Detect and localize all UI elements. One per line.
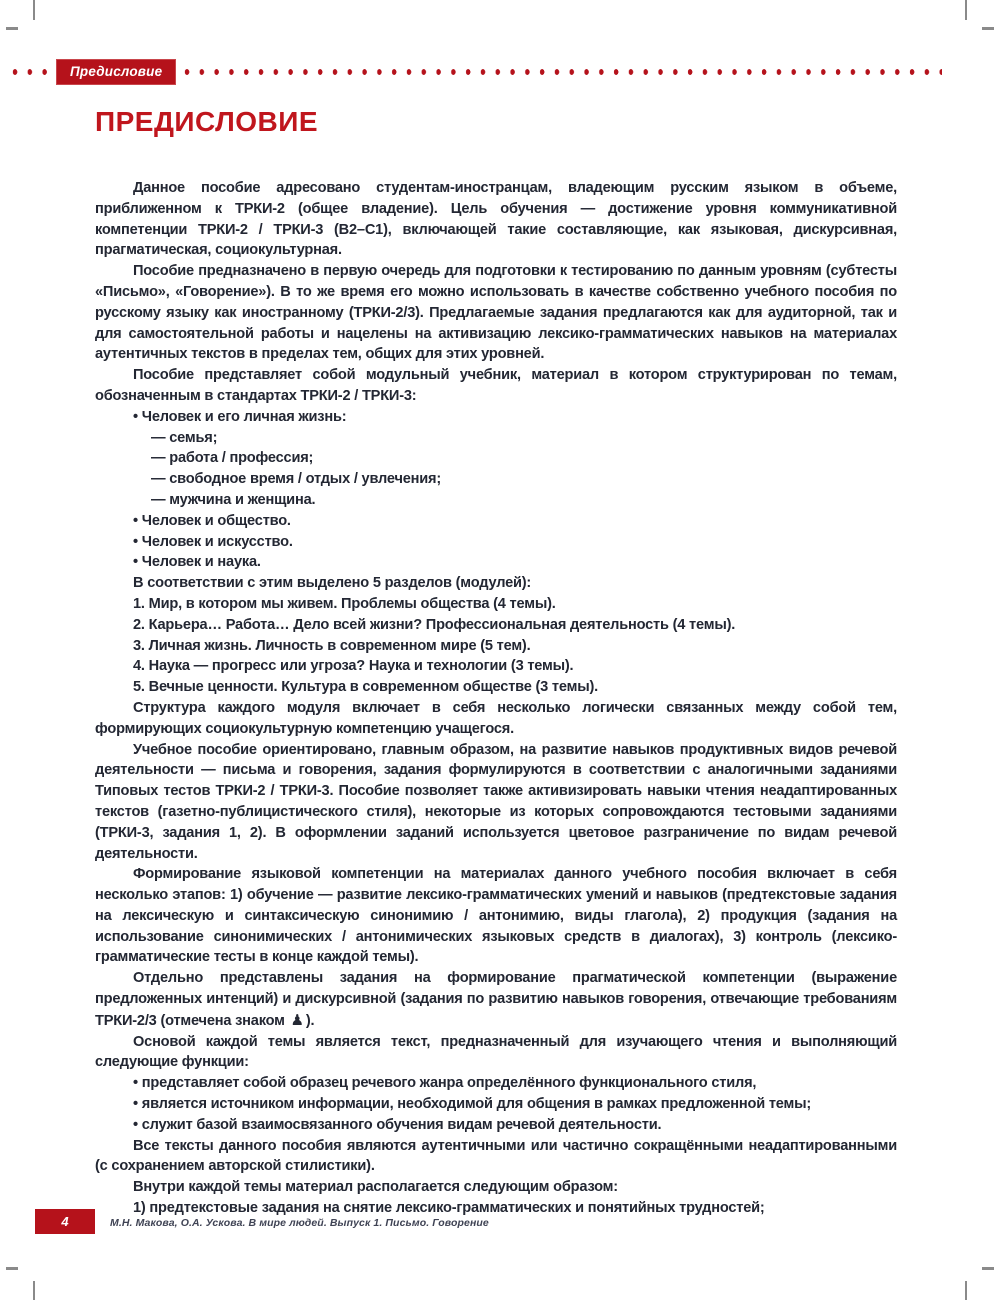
paragraph-numbered: 4. Наука — прогресс или угроза? Наука и технологии (3 темы).: [133, 658, 574, 675]
crop-mark: [6, 1267, 18, 1270]
page-number-badge: [35, 1209, 95, 1234]
paragraph-indent: Основой каждой темы является текст, предназначенный для изучающего чтения и выполняющий следующие функции:: [95, 1033, 897, 1071]
crop-mark: [33, 0, 35, 20]
crop-mark: [6, 27, 18, 30]
paragraph-bullet: • Человек и его личная жизнь:: [133, 408, 347, 425]
paragraph-dash: — семья;: [151, 429, 218, 446]
crop-mark: [965, 1281, 967, 1300]
paragraph-bullet: • является источником информации, необходимой для общения в рамках предложенной темы;: [133, 1096, 812, 1113]
paragraph-indent: Все тексты данного пособия являются аутентичными или частично сокращёнными неадаптированными (с сохранением авторской стилистики).: [95, 1137, 897, 1175]
body-content: [95, 178, 897, 1219]
paragraph-bullet: • служит базой взаимосвязанного обучения видам речевой деятельности.: [133, 1116, 662, 1133]
paragraph-indent: Пособие представляет собой модульный учебник, материал в котором структурирован по темам, обозначенным в стандартах ТРКИ-2 / ТРКИ-3:: [95, 367, 897, 404]
page-number: 4: [61, 1214, 69, 1229]
paragraph-indent: Формирование языковой компетенции на материалах данного учебного пособия включает в себя несколько этапов: 1) обучение — развитие лексико-грамматических умений и навыков (предтекстовые задания на лексическую и синтаксическую синонимию / антонимию, виды глагола), 2) продукция (задания на использование синонимических / антонимических языковых средств в диалогах), 3) контроль (лексико-грамматические тесты в конце каждой темы).: [95, 866, 897, 966]
crop-mark: [982, 1267, 994, 1270]
paragraph-line: В соответствии с этим выделено 5 разделов (модулей):: [133, 575, 532, 592]
footer-book-info: М.Н. Макова, О.А. Ускова. В мире людей. Выпуск 1. Письмо. Говорение: [110, 1217, 489, 1229]
paragraph-line: Внутри каждой темы материал располагается следующим образом:: [133, 1179, 618, 1196]
paragraph-bullet: • представляет собой образец речевого жанра определённого функционального стиля,: [133, 1075, 757, 1092]
paragraph-bullet: • Человек и общество.: [133, 512, 291, 529]
dotted-line-left: [8, 66, 56, 78]
dotted-line-right: [180, 66, 942, 78]
paragraph-indent: Учебное пособие ориентировано, главным образом, на развитие навыков продуктивных видов речевой деятельности — письма и говорения, задания формулируются в соответствии с аналогичными заданиями Типовых тестов ТРКИ-2 / ТРКИ-3. Пособие позволяет также активизировать навыки чтения неадаптированных текстов (газетно-публицистического стиля), некоторые из которых сопровождаются тестовыми заданиями (ТРКИ-3, задания 1, 2). В оформлении заданий используется цветовое разграничение по видам речевой деятельности.: [95, 741, 897, 862]
crop-mark: [965, 0, 967, 20]
page-title: ПРЕДИСЛОВИЕ: [95, 106, 319, 137]
paragraph-dash: — свободное время / отдых / увлечения;: [151, 471, 442, 488]
paragraph-indent: Структура каждого модуля включает в себя несколько логически связанных между собой тем, формирующих социокультурную компетенцию учащегося.: [95, 699, 897, 737]
paragraph-numbered: 2. Карьера… Работа… Дело всей жизни? Профессиональная деятельность (4 темы).: [133, 616, 736, 633]
paragraph-bullet: • Человек и наука.: [133, 554, 261, 571]
paragraph-indent: Пособие предназначено в первую очередь для подготовки к тестированию по данным уровням (субтесты «Письмо», «Говорение»). В то же время его можно использовать в качестве собственно учебного пособия по русскому языку как иностранному (ТРКИ-2/3). Предлагаемые задания предлагаются как для аудиторной, так и для самостоятельной работы и нацелены на активизацию лексико-грамматических навыков на материалах аутентичных текстов в пределах тем, общих для этих уровней.: [95, 263, 897, 363]
paragraph-dash: — мужчина и женщина.: [151, 491, 316, 508]
paragraph-line: 1) предтекстовые задания на снятие лексико-грамматических и понятийных трудностей;: [133, 1200, 765, 1217]
paragraph-indent: [95, 968, 897, 1031]
chapter-tab: Предисловие: [56, 59, 176, 85]
paragraph-bullet: • Человек и искусство.: [133, 533, 293, 550]
paragraph-numbered: 5. Вечные ценности. Культура в современном обществе (3 темы).: [133, 679, 598, 696]
crop-mark: [982, 27, 994, 30]
paragraph-dash: — работа / профессия;: [151, 450, 314, 467]
speaking-figure-sign-icon: ♟: [290, 1010, 304, 1029]
paragraph-numbered: 3. Личная жизнь. Личность в современном мире (5 тем).: [133, 637, 531, 654]
crop-mark: [33, 1281, 35, 1300]
running-head: [8, 57, 942, 87]
paragraph-numbered: 1. Мир, в котором мы живем. Проблемы общества (4 темы).: [133, 595, 556, 612]
paragraph-text: Отдельно представлены задания на формирование прагматической компетенции (выражение предложенных интенций) и дискурсивной (задания по развитию навыков говорения, отвечающие требованиям ТРКИ-2/3 (отмечена знаком: [95, 970, 897, 1029]
paragraph-indent: Данное пособие адресовано студентам-иностранцам, владеющим русским языком в объеме, приближенном к ТРКИ-2 (общее владение). Цель обучения — достижение уровня коммуникативной компетенции ТРКИ-2 / ТРКИ-3 (В2–С1), включающей такие составляющие, как языковая, дискурсивная, прагматическая, социокультурная.: [95, 180, 897, 259]
paragraph-text: ).: [305, 1012, 315, 1029]
